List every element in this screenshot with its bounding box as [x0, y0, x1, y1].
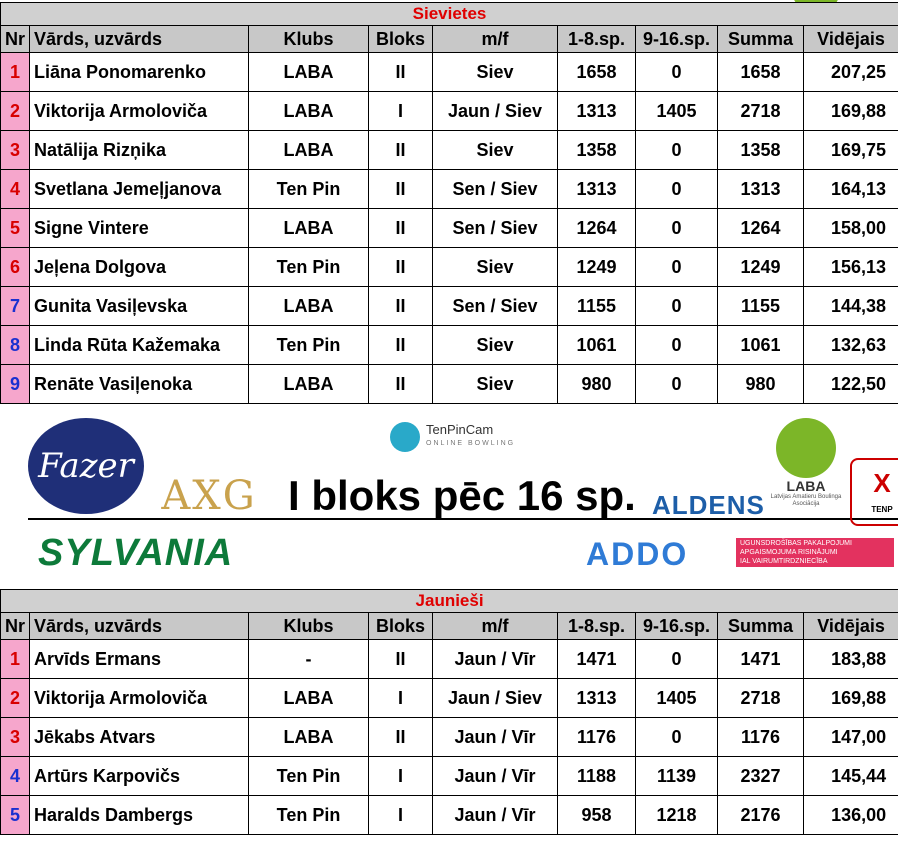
fazer-logo: Fazer — [28, 418, 144, 514]
juniors-header-row — [1, 613, 898, 640]
header-games-9-16: 9-16.sp. — [636, 613, 718, 640]
category: Siev — [433, 365, 558, 404]
block-number: II — [369, 170, 433, 209]
club-name: Ten Pin — [249, 248, 369, 287]
row-number: 7 — [1, 287, 30, 326]
header-name: Vārds, uzvārds — [30, 613, 249, 640]
block-number: I — [369, 796, 433, 835]
block-number: II — [369, 718, 433, 757]
addo-services — [736, 538, 894, 567]
row-number: 3 — [1, 131, 30, 170]
aldens-logo: ALDENS — [652, 490, 765, 520]
row-number: 9 — [1, 365, 30, 404]
tenpincam-ball-icon — [390, 422, 420, 452]
header-block: Bloks — [369, 26, 433, 53]
header-mf: m/f — [433, 26, 558, 53]
category: Siev — [433, 53, 558, 92]
addo-service-line: UGUNSDROŠĪBAS PAKALPOJUMI — [740, 540, 852, 547]
score-games-1-8: 1264 — [558, 209, 636, 248]
score-games-1-8: 1061 — [558, 326, 636, 365]
women-section-title: Sievietes — [1, 3, 898, 26]
score-games-1-8: 1176 — [558, 718, 636, 757]
score-average: 136,00 — [804, 796, 898, 835]
block-number: II — [369, 209, 433, 248]
category: Jaun / Vīr — [433, 640, 558, 679]
club-name: LABA — [249, 718, 369, 757]
score-average: 164,13 — [804, 170, 898, 209]
header-nr: Nr — [1, 613, 30, 640]
score-games-9-16: 1405 — [636, 679, 718, 718]
block-number: II — [369, 326, 433, 365]
score-sum: 1313 — [718, 170, 804, 209]
table-row — [1, 326, 898, 365]
addo-service-line: APGAISMOJUMA RISINĀJUMI — [740, 549, 838, 556]
block-number: II — [369, 248, 433, 287]
women-header-row — [1, 26, 898, 53]
player-name: Signe Vintere — [30, 209, 249, 248]
score-games-9-16: 0 — [636, 248, 718, 287]
table-row — [1, 170, 898, 209]
tenpin-x-mark: X — [873, 468, 891, 498]
table-row — [1, 679, 898, 718]
score-games-9-16: 0 — [636, 640, 718, 679]
score-games-1-8: 1155 — [558, 287, 636, 326]
sylvania-logo: SYLVANIA — [38, 532, 234, 572]
score-sum: 1658 — [718, 53, 804, 92]
header-block: Bloks — [369, 613, 433, 640]
row-number: 5 — [1, 209, 30, 248]
row-number: 3 — [1, 718, 30, 757]
club-name: Ten Pin — [249, 796, 369, 835]
women-title-row — [1, 3, 898, 26]
score-sum: 1061 — [718, 326, 804, 365]
player-name: Gunita Vasiļevska — [30, 287, 249, 326]
player-name: Artūrs Karpovičs — [30, 757, 249, 796]
category: Jaun / Siev — [433, 679, 558, 718]
tenpin-text: TENP — [871, 505, 893, 514]
laba-logo — [768, 418, 844, 510]
table-row — [1, 248, 898, 287]
juniors-title-row — [1, 590, 898, 613]
category: Siev — [433, 248, 558, 287]
category: Sen / Siev — [433, 170, 558, 209]
player-name: Haralds Dambergs — [30, 796, 249, 835]
header-name: Vārds, uzvārds — [30, 26, 249, 53]
score-average: 207,25 — [804, 53, 898, 92]
block-number: II — [369, 365, 433, 404]
score-sum: 1155 — [718, 287, 804, 326]
tenpincam-tagline: ONLINE BOWLING — [426, 440, 516, 447]
table-row — [1, 796, 898, 835]
header-nr: Nr — [1, 26, 30, 53]
score-games-9-16: 0 — [636, 287, 718, 326]
player-name: Jēkabs Atvars — [30, 718, 249, 757]
score-games-9-16: 0 — [636, 365, 718, 404]
row-number: 2 — [1, 92, 30, 131]
header-mf: m/f — [433, 613, 558, 640]
category: Jaun / Vīr — [433, 757, 558, 796]
header-club: Klubs — [249, 26, 369, 53]
score-average: 169,88 — [804, 92, 898, 131]
table-row — [1, 209, 898, 248]
player-name: Natālija Rizņika — [30, 131, 249, 170]
score-sum: 2718 — [718, 92, 804, 131]
player-name: Arvīds Ermans — [30, 640, 249, 679]
score-games-1-8: 1658 — [558, 53, 636, 92]
score-average: 183,88 — [804, 640, 898, 679]
score-games-9-16: 1405 — [636, 92, 718, 131]
score-games-9-16: 0 — [636, 718, 718, 757]
score-games-1-8: 1313 — [558, 170, 636, 209]
table-row — [1, 287, 898, 326]
score-games-1-8: 1471 — [558, 640, 636, 679]
row-number: 4 — [1, 757, 30, 796]
score-sum: 1264 — [718, 209, 804, 248]
addo-service-line: IAL VAIRUMTIRDZNIECĪBA — [740, 558, 828, 565]
header-club: Klubs — [249, 613, 369, 640]
category: Siev — [433, 131, 558, 170]
score-games-1-8: 980 — [558, 365, 636, 404]
header-games-1-8: 1-8.sp. — [558, 26, 636, 53]
score-average: 144,38 — [804, 287, 898, 326]
category: Siev — [433, 326, 558, 365]
score-average: 169,88 — [804, 679, 898, 718]
tenpin-club-logo — [850, 458, 898, 526]
tenpincam-logo — [390, 422, 515, 452]
club-name: LABA — [249, 365, 369, 404]
score-average: 169,75 — [804, 131, 898, 170]
table-row — [1, 757, 898, 796]
score-average: 132,63 — [804, 326, 898, 365]
score-sum: 1471 — [718, 640, 804, 679]
club-name: LABA — [249, 53, 369, 92]
table-row — [1, 53, 898, 92]
score-games-9-16: 1218 — [636, 796, 718, 835]
category: Jaun / Vīr — [433, 718, 558, 757]
club-name: Ten Pin — [249, 757, 369, 796]
juniors-results-table — [0, 589, 898, 835]
player-name: Viktorija Armoloviča — [30, 679, 249, 718]
header-games-1-8: 1-8.sp. — [558, 613, 636, 640]
club-name: - — [249, 640, 369, 679]
player-name: Liāna Ponomarenko — [30, 53, 249, 92]
score-games-9-16: 0 — [636, 170, 718, 209]
score-games-1-8: 1358 — [558, 131, 636, 170]
score-average: 156,13 — [804, 248, 898, 287]
sponsor-banner — [0, 414, 898, 572]
category: Jaun / Vīr — [433, 796, 558, 835]
row-number: 5 — [1, 796, 30, 835]
club-name: LABA — [249, 209, 369, 248]
table-row — [1, 640, 898, 679]
score-games-1-8: 1313 — [558, 679, 636, 718]
score-games-1-8: 1249 — [558, 248, 636, 287]
club-name: Ten Pin — [249, 326, 369, 365]
player-name: Jeļena Dolgova — [30, 248, 249, 287]
score-sum: 980 — [718, 365, 804, 404]
row-number: 6 — [1, 248, 30, 287]
block-number: II — [369, 640, 433, 679]
header-sum: Summa — [718, 613, 804, 640]
block-number: I — [369, 679, 433, 718]
score-games-1-8: 958 — [558, 796, 636, 835]
club-name: LABA — [249, 131, 369, 170]
player-name: Svetlana Jemeļjanova — [30, 170, 249, 209]
row-number: 2 — [1, 679, 30, 718]
score-average: 158,00 — [804, 209, 898, 248]
header-sum: Summa — [718, 26, 804, 53]
score-games-9-16: 1139 — [636, 757, 718, 796]
player-name: Renāte Vasiļenoka — [30, 365, 249, 404]
score-games-9-16: 0 — [636, 209, 718, 248]
player-name: Linda Rūta Kažemaka — [30, 326, 249, 365]
block-number: I — [369, 757, 433, 796]
block-number: II — [369, 287, 433, 326]
score-games-1-8: 1188 — [558, 757, 636, 796]
category: Sen / Siev — [433, 209, 558, 248]
score-sum: 2327 — [718, 757, 804, 796]
score-average: 145,44 — [804, 757, 898, 796]
score-average: 122,50 — [804, 365, 898, 404]
score-games-9-16: 0 — [636, 131, 718, 170]
score-average: 147,00 — [804, 718, 898, 757]
row-number: 1 — [1, 53, 30, 92]
score-sum: 1176 — [718, 718, 804, 757]
table-row — [1, 718, 898, 757]
laba-subtitle: Latvijas Amatieru Boulinga Asociācija — [770, 494, 842, 507]
club-name: Ten Pin — [249, 170, 369, 209]
block-number: II — [369, 53, 433, 92]
row-number: 1 — [1, 640, 30, 679]
club-name: LABA — [249, 679, 369, 718]
score-sum: 1358 — [718, 131, 804, 170]
table-row — [1, 92, 898, 131]
header-average: Vidējais — [804, 26, 898, 53]
table-row — [1, 131, 898, 170]
header-average: Vidējais — [804, 613, 898, 640]
header-games-9-16: 9-16.sp. — [636, 26, 718, 53]
axg-logo: AXG — [161, 473, 257, 519]
score-games-1-8: 1313 — [558, 92, 636, 131]
category: Jaun / Siev — [433, 92, 558, 131]
category: Sen / Siev — [433, 287, 558, 326]
row-number: 4 — [1, 170, 30, 209]
tenpincam-name: TenPinCam — [426, 422, 494, 437]
women-results-table — [0, 2, 898, 404]
player-name: Viktorija Armoloviča — [30, 92, 249, 131]
juniors-section-title: Jaunieši — [1, 590, 898, 613]
score-games-9-16: 0 — [636, 326, 718, 365]
laba-name: LABA — [786, 478, 826, 494]
score-sum: 2718 — [718, 679, 804, 718]
block-number: II — [369, 131, 433, 170]
laba-ball-icon — [776, 418, 836, 478]
score-sum: 1249 — [718, 248, 804, 287]
score-sum: 2176 — [718, 796, 804, 835]
banner-title: I bloks pēc 16 sp. — [288, 472, 636, 519]
addo-logo: ADDO — [586, 536, 689, 572]
score-games-9-16: 0 — [636, 53, 718, 92]
table-row — [1, 365, 898, 404]
row-number: 8 — [1, 326, 30, 365]
club-name: LABA — [249, 92, 369, 131]
club-name: LABA — [249, 287, 369, 326]
block-number: I — [369, 92, 433, 131]
